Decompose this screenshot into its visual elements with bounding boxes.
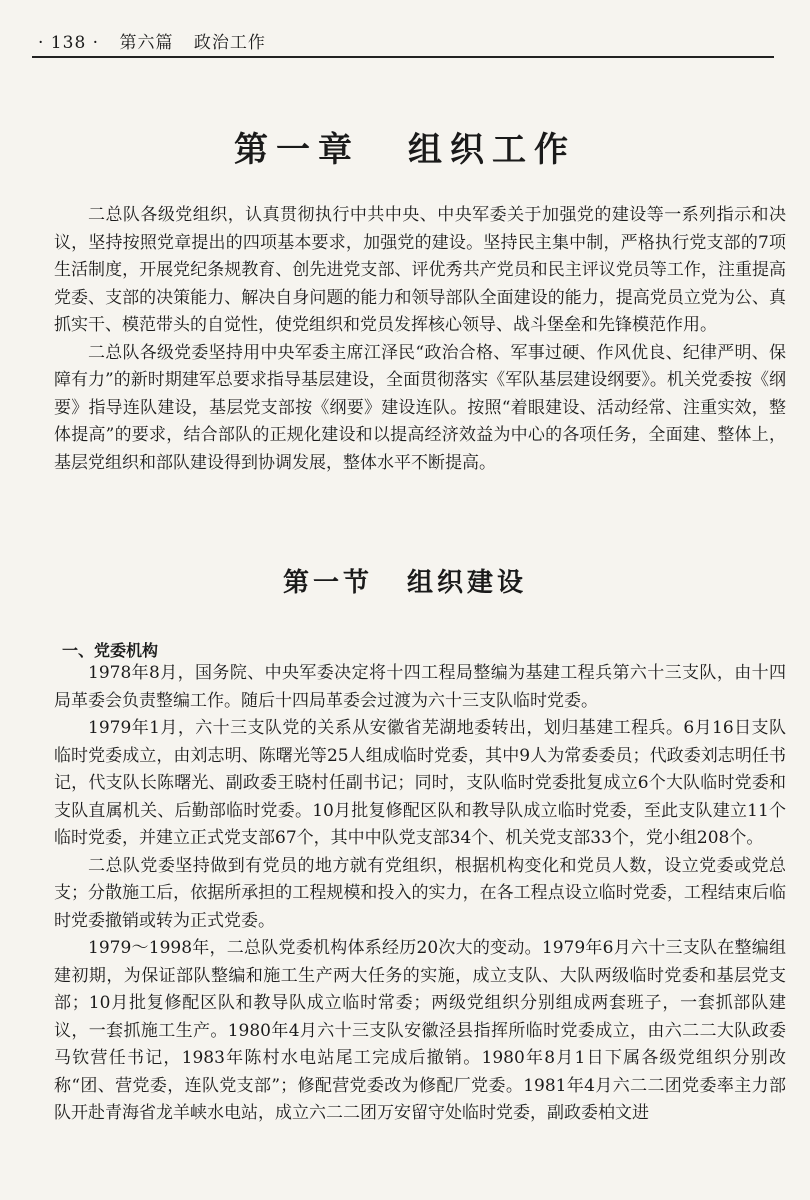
intro-text <box>54 202 786 477</box>
chapter-title <box>0 122 810 171</box>
header-rule <box>32 56 774 58</box>
running-head <box>38 28 768 53</box>
subsection-heading: 一、党委机构 <box>62 641 159 660</box>
chapter-label: 第一章 <box>234 130 360 170</box>
page-number: · 138 · <box>38 33 100 53</box>
paragraph: 1979～1998年，二总队党委机构体系经历20次大的变动。1979年6月六十三支队在整编组建初期，为保证部队整编和施工生产两大任务的实施，成立支队、大队两级临时党委和基层党支部；10月批复修配区队和教导队成立临时常委；两级党组织分别组成两套班子，一套抓部队建议，一套抓施工生产。1980年4月六十三支队安徽泾县指挥所临时党委成立，由六二二大队政委马钦营任书记，1983年陈村水电站尾工完成后撤销。1980年8月1日下属各级党组织分别改称“团、营党委，连队党支部”；修配营党委改为修配厂党委。1981年4月六二二团党委率主力部队开赴青海省龙羊峡水电站，成立六二二团万安留守处临时党委，副政委柏文进 <box>54 938 786 1123</box>
paragraph: 1979年1月，六十三支队党的关系从安徽省芜湖地委转出，划归基建工程兵。6月16日支队临时党委成立，由刘志明、陈曙光等25人组成临时党委，其中9人为常委委员；代政委刘志明任书记，代支队长陈曙光、副政委王晓村任副书记；同时，支队临时党委批复成立6个大队临时党委和支队直属机关、后勤部临时党委。10月批复修配区队和教导队成立临时党委，至此支队建立11个临时党委，并建立正式党支部67个，其中中队党支部34个、机关党支部33个，党小组208个。 <box>54 718 786 848</box>
section-title <box>0 562 810 599</box>
section-label: 第一节 <box>282 568 373 598</box>
section-name: 组织建设 <box>407 568 528 598</box>
paragraph: 二总队各级党组织，认真贯彻执行中共中央、中央军委关于加强党的建设等一系列指示和决议，坚持按照党章提出的四项基本要求，加强党的建设。坚持民主集中制，严格执行党支部的7项生活制度，开展党纪条规教育、创先进党支部、评优秀共产党员和民主评议党员等工作，注重提高党委、支部的决策能力、解决自身问题的能力和领导部队全面建设的能力，提高党员立党为公、真抓实干、模范带头的自觉性，使党组织和党员发挥核心领导、战斗堡垒和先锋模范作用。 <box>54 205 786 335</box>
paragraph: 1978年8月，国务院、中央军委决定将十四工程局整编为基建工程兵第六十三支队，由十四局革委会负责整编工作。随后十四局革委会过渡为六十三支队临时党委。 <box>54 663 786 711</box>
paragraph: 二总队各级党委坚持用中央军委主席江泽民“政治合格、军事过硬、作风优良、纪律严明、保障有力”的新时期建军总要求指导基层建设，全面贯彻落实《军队基层建设纲要》。机关党委按《纲要》指导连队建设，基层党支部按《纲要》建设连队。按照“着眼建设、活动经常、注重实效，整体提高”的要求，结合部队的正规化建设和以提高经济效益为中心的各项任务，全面建、整体上，基层党组织和部队建设得到协调发展，整体水平不断提高。 <box>54 342 786 473</box>
section-text <box>54 660 786 1128</box>
chapter-name: 组织工作 <box>408 130 576 170</box>
part-title: 政治工作 <box>193 33 266 53</box>
paragraph: 二总队党委坚持做到有党员的地方就有党组织，根据机构变化和党员人数，设立党委或党总支；分散施工后，依据所承担的工程规模和投入的实力，在各工程点设立临时党委，工程结束后临时党委撤销或转为正式党委。 <box>54 855 786 931</box>
part-label: 第六篇 <box>119 33 174 53</box>
